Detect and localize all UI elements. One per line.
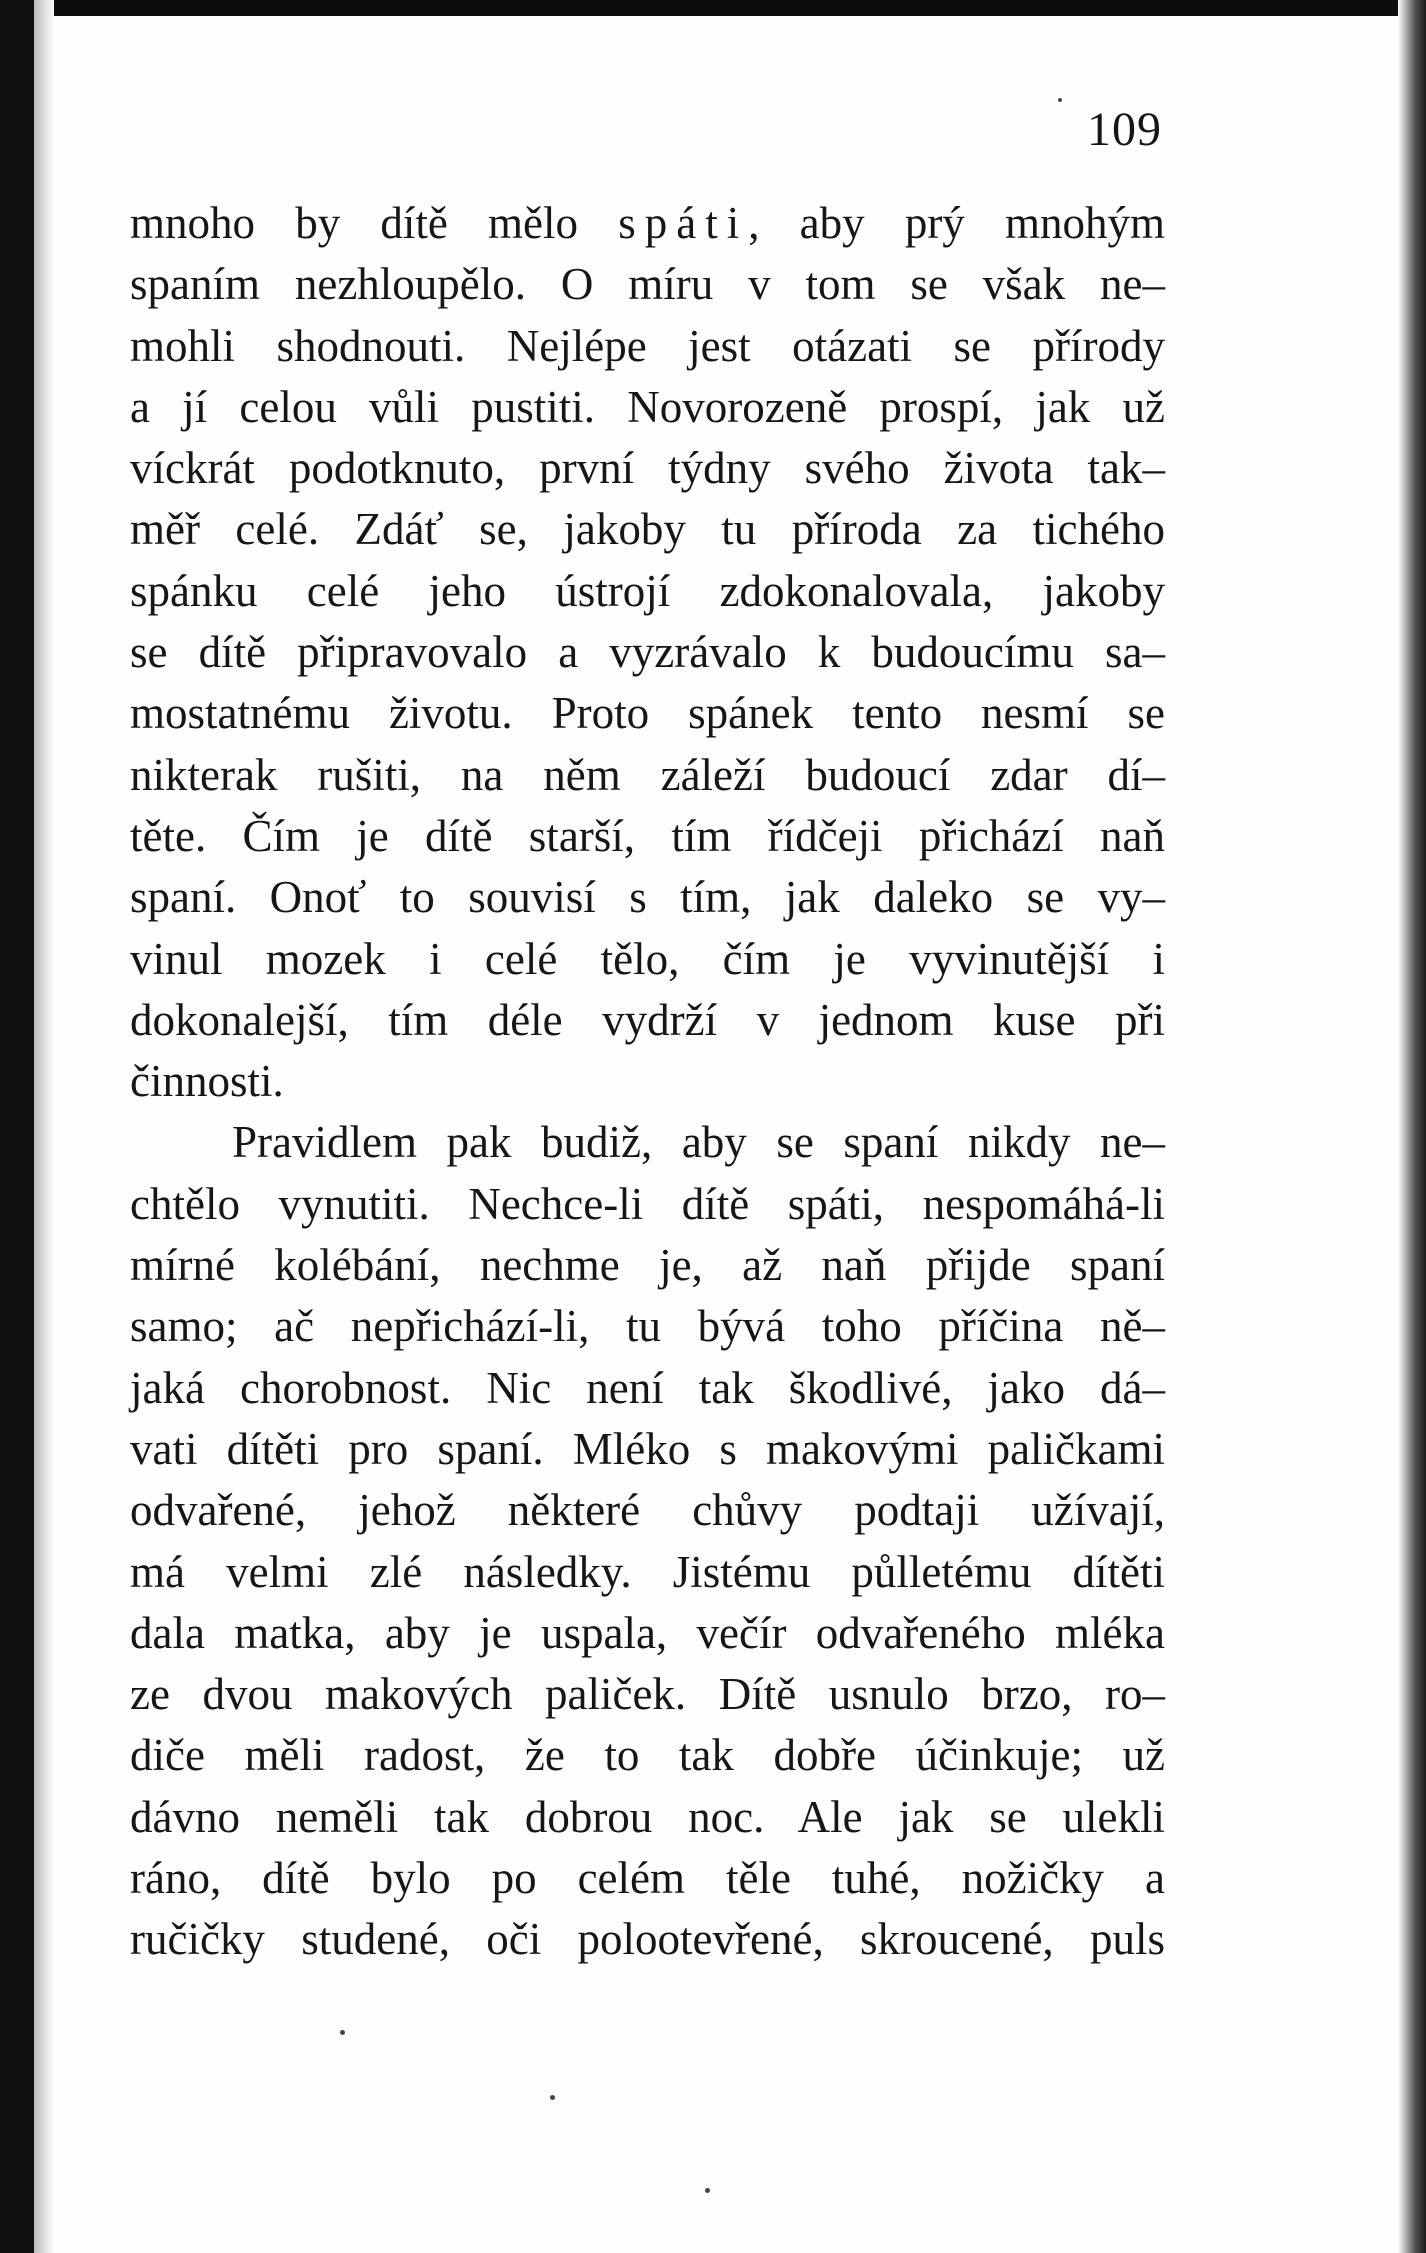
text-line: chtělo vynutiti. Nechce-li dítě spáti, nespomáhá-li bbox=[130, 1178, 1165, 1229]
text-line: má velmi zlé následky. Jistému půlletému dítěti bbox=[130, 1546, 1165, 1597]
emphasized-word: spáti bbox=[618, 198, 749, 248]
text-line: spaním nezhloupělo. O míru v tom se však ne– bbox=[130, 259, 1165, 310]
text-line: diče měli radost, že to tak dobře účinkuje; už bbox=[130, 1730, 1165, 1781]
text-line: mírné kolébání, nechme je, až naň přijde spaní bbox=[130, 1240, 1165, 1291]
page-number: 109 bbox=[1087, 103, 1162, 156]
text-line: ručičky studené, oči polootevřené, skroucené, puls bbox=[130, 1914, 1165, 1965]
text-line: mostatnému životu. Proto spánek tento nesmí se bbox=[130, 688, 1165, 739]
text-line: činnosti. bbox=[130, 1056, 284, 1107]
text-line: spánku celé jeho ústrojí zdokonalovala, jakoby bbox=[130, 565, 1165, 616]
text-line: samo; ač nepřichází-li, tu bývá toho příčina ně– bbox=[130, 1301, 1165, 1352]
text-line: ráno, dítě bylo po celém těle tuhé, nožičky a bbox=[130, 1853, 1165, 1904]
text-line: těte. Čím je dítě starší, tím řídčeji přichází naň bbox=[130, 810, 1165, 861]
text-line: měř celé. Zdáť se, jakoby tu příroda za tichého bbox=[130, 504, 1165, 555]
text-line: se dítě připravovalo a vyzrávalo k budoucímu sa– bbox=[130, 627, 1165, 678]
scan-left-edge bbox=[0, 0, 34, 2253]
text-line: dokonalejší, tím déle vydrží v jednom kuse při bbox=[130, 994, 1165, 1045]
text-line: dala matka, aby je uspala, večír odvařeného mléka bbox=[130, 1607, 1165, 1658]
text-line: mnoho by dítě mělo spáti, aby prý mnohým bbox=[130, 198, 1165, 248]
text-line: Pravidlem pak budiž, aby se spaní nikdy ne– bbox=[232, 1117, 1165, 1168]
paragraph-2 bbox=[130, 1112, 1165, 1970]
scan-top-edge bbox=[0, 0, 1426, 16]
text-line: odvařené, jehož některé chůvy podtaji užívají, bbox=[130, 1485, 1165, 1536]
scan-speck bbox=[705, 2188, 710, 2193]
text-line: a jí celou vůli pustiti. Novorozeně prospí, jak už bbox=[130, 381, 1165, 432]
text-line: nikterak rušiti, na něm záleží budoucí zdar dí– bbox=[130, 749, 1165, 800]
scan-gutter-shadow bbox=[34, 0, 54, 2253]
text-line: spaní. Onoť to souvisí s tím, jak daleko se vy– bbox=[130, 872, 1165, 923]
text-line: ze dvou makových paliček. Dítě usnulo brzo, ro– bbox=[130, 1669, 1165, 1720]
paragraph-1 bbox=[130, 193, 1165, 1112]
scan-speck bbox=[1058, 98, 1062, 102]
scan-right-edge bbox=[1398, 0, 1426, 2253]
text-line: dávno neměli tak dobrou noc. Ale jak se ulekli bbox=[130, 1791, 1165, 1842]
text-line: jaká chorobnost. Nic není tak škodlivé, jako dá– bbox=[130, 1362, 1165, 1413]
scan-speck bbox=[550, 2095, 555, 2100]
scan-speck bbox=[340, 2030, 345, 2035]
text-line: vinul mozek i celé tělo, čím je vyvinutější i bbox=[130, 933, 1165, 984]
body-text bbox=[130, 193, 1165, 1971]
text-line: mohli shodnouti. Nejlépe jest otázati se přírody bbox=[130, 320, 1165, 371]
text-line: vati dítěti pro spaní. Mléko s makovými paličkami bbox=[130, 1423, 1165, 1474]
text-line: víckrát podotknuto, první týdny svého života tak– bbox=[130, 443, 1165, 494]
